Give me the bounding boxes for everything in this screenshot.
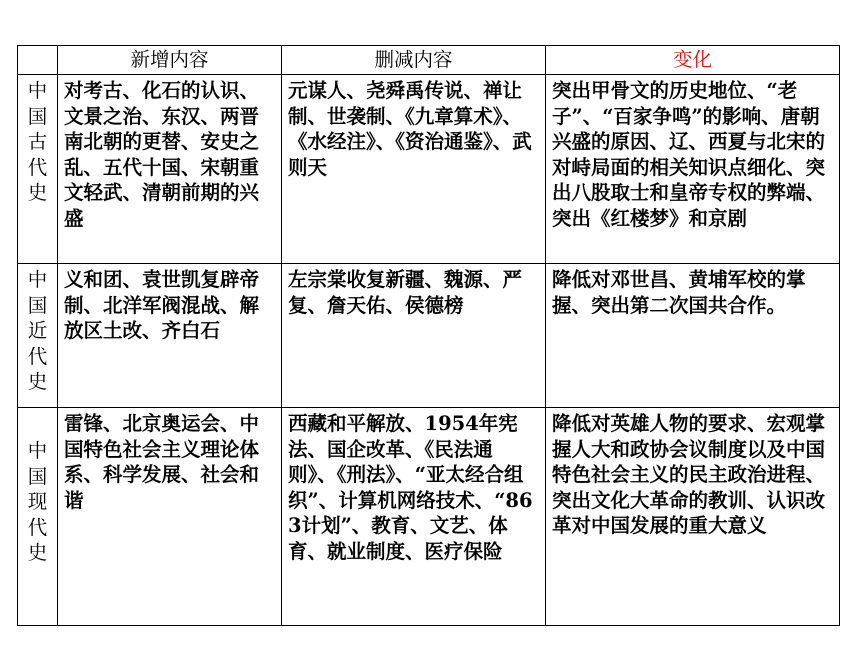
added-cell-ancient: 对考古、化石的认识、文景之治、东汉、两晋南北朝的更替、安史之乱、五代十国、宋朝重文轻武、清朝前期的兴盛 bbox=[58, 75, 282, 264]
era-label-modern: 中 国 近 代 史 bbox=[18, 264, 58, 408]
removed-cell-contemporary: 西藏和平解放、1954年宪法、国企改革、《民法通则》、《刑法》、“亚太经合组织”、计算机网络技术、“863计划”、教育、文艺、体育、就业制度、医疗保险 bbox=[282, 408, 546, 626]
removed-cell-modern: 左宗棠收复新疆、魏源、严复、詹天佑、侯德榜 bbox=[282, 264, 546, 408]
added-cell-modern: 义和团、袁世凯复辟帝制、北洋军阀混战、解放区土改、齐白石 bbox=[58, 264, 282, 408]
table-header-row bbox=[18, 46, 840, 75]
header-blank-cell bbox=[18, 46, 58, 75]
change-cell-ancient: 突出甲骨文的历史地位、“老子”、“百家争鸣”的影响、唐朝兴盛的原因、辽、西夏与北宋的对峙局面的相关知识点细化、突出八股取士和皇帝专权的弊端、突出《红楼梦》和京剧 bbox=[546, 75, 840, 264]
table-row-ancient bbox=[18, 75, 840, 264]
header-removed: 删减内容 bbox=[282, 46, 546, 75]
added-cell-contemporary: 雷锋、北京奥运会、中国特色社会主义理论体系、科学发展、社会和谐 bbox=[58, 408, 282, 626]
change-cell-contemporary: 降低对英雄人物的要求、宏观掌握人大和政协会议制度以及中国特色社会主义的民主政治进程、突出文化大革命的教训、认识改革对中国发展的重大意义 bbox=[546, 408, 840, 626]
removed-cell-ancient: 元谋人、尧舜禹传说、禅让制、世袭制、《九章算术》、《水经注》、《资治通鉴》、武则天 bbox=[282, 75, 546, 264]
curriculum-comparison-table bbox=[17, 45, 840, 626]
header-change: 变化 bbox=[546, 46, 840, 75]
table-row-contemporary bbox=[18, 408, 840, 626]
header-added: 新增内容 bbox=[58, 46, 282, 75]
era-label-contemporary: 中 国 现 代 史 bbox=[18, 408, 58, 626]
era-label-ancient: 中 国 古 代 史 bbox=[18, 75, 58, 264]
change-cell-modern: 降低对邓世昌、黄埔军校的掌握、突出第二次国共合作。 bbox=[546, 264, 840, 408]
table-row-modern bbox=[18, 264, 840, 408]
